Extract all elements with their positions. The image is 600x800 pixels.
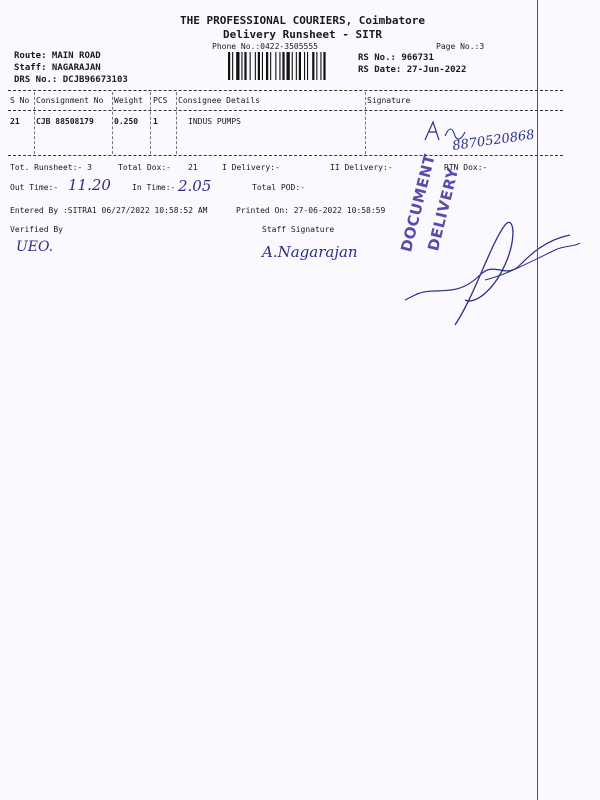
barcode-bar (266, 52, 268, 80)
row-weight: 0.250 (114, 117, 139, 126)
column-header-pcs: PCS (153, 96, 168, 105)
page-edge (537, 0, 538, 800)
drs-number: DRS No.: DCJB96673103 (14, 75, 128, 85)
out-time-label: Out Time:- (10, 183, 59, 192)
verified-by-label: Verified By (10, 225, 63, 234)
column-header-consignee: Consignee Details (178, 96, 260, 105)
in-time-value: 2.05 (178, 177, 212, 195)
barcode-bar (296, 52, 297, 80)
row-consignment: CJB 88508179 (36, 117, 94, 126)
out-time-value: 11.20 (68, 176, 111, 194)
barcode-bar (292, 52, 293, 80)
receiver-phone: 8870520868 (451, 127, 536, 154)
column-header-weight: Weight (114, 96, 143, 105)
total-dox-label: Total Dox:- (118, 163, 171, 172)
rs-number: RS No.: 966731 (358, 53, 434, 63)
column-divider (150, 92, 151, 154)
barcode-bar (236, 52, 239, 80)
row-sno: 21 (10, 117, 20, 126)
barcode-bar (241, 52, 242, 80)
column-header-consignment: Consignment No (36, 96, 104, 105)
page-number: Page No.:3 (436, 42, 485, 51)
barcode-bar (262, 52, 263, 80)
printed-on: Printed On: 27-06-2022 10:58:59 (236, 206, 386, 215)
staff-signature: A.Nagarajan (262, 243, 358, 261)
barcode-bar (316, 52, 317, 80)
barcode-bar (232, 52, 233, 80)
column-divider (365, 92, 366, 154)
barcode-bar (312, 52, 314, 80)
column-divider (176, 92, 177, 154)
rs-date: RS Date: 27-Jun-2022 (358, 65, 467, 75)
barcode-bar (270, 52, 271, 80)
total-dox-value: 21 (188, 163, 198, 172)
barcode-bar (323, 52, 325, 80)
barcode-bar (287, 52, 290, 80)
staff-signature-label: Staff Signature (262, 225, 335, 234)
column-divider (34, 92, 35, 154)
barcode-bar (282, 52, 284, 80)
first-delivery: I Delivery:- (222, 163, 280, 172)
entered-by: Entered By :SITRA1 06/27/2022 10:58:52 AM (10, 206, 208, 215)
barcode-bar (279, 52, 280, 80)
column-header-signature: Signature (367, 96, 411, 105)
barcode-bar (258, 52, 260, 80)
barcode-bar (304, 52, 305, 80)
row-pcs: 1 (153, 117, 158, 126)
verified-by-signature: UEO. (16, 239, 54, 255)
receiver-signature (385, 110, 570, 155)
barcode-bar (255, 52, 256, 80)
company-name: THE PROFESSIONAL COURIERS, Coimbatore (180, 14, 426, 27)
document-title: Delivery Runsheet - SITR (223, 28, 382, 41)
barcode-bar (250, 52, 251, 80)
courier-scribble-signature (395, 205, 585, 330)
barcode-bar (307, 52, 308, 80)
total-runsheet: Tot. Runsheet:- 3 (10, 163, 92, 172)
column-divider (112, 92, 113, 154)
barcode-bar (228, 52, 230, 80)
total-pod: Total POD:- (252, 183, 305, 192)
barcode-bar (299, 52, 301, 80)
route-label: Route: MAIN ROAD (14, 51, 101, 61)
rtn-dox: RTN Dox:- (444, 163, 488, 172)
barcode-bar (244, 52, 246, 80)
column-header-sno: S No (10, 96, 30, 105)
staff-label: Staff: NAGARAJAN (14, 63, 101, 73)
barcode (228, 52, 336, 80)
in-time-label: In Time:- (132, 183, 176, 192)
phone-number: Phone No.:0422-3505555 (212, 42, 318, 51)
delivery-stamp: DOCUMENT DELIVERY (397, 152, 463, 254)
barcode-bar (275, 52, 276, 80)
barcode-bar (320, 52, 321, 80)
table-top-rule (8, 90, 563, 91)
row-consignee: INDUS PUMPS (188, 117, 241, 126)
table-bottom-rule (8, 155, 563, 156)
second-delivery: II Delivery:- (330, 163, 393, 172)
